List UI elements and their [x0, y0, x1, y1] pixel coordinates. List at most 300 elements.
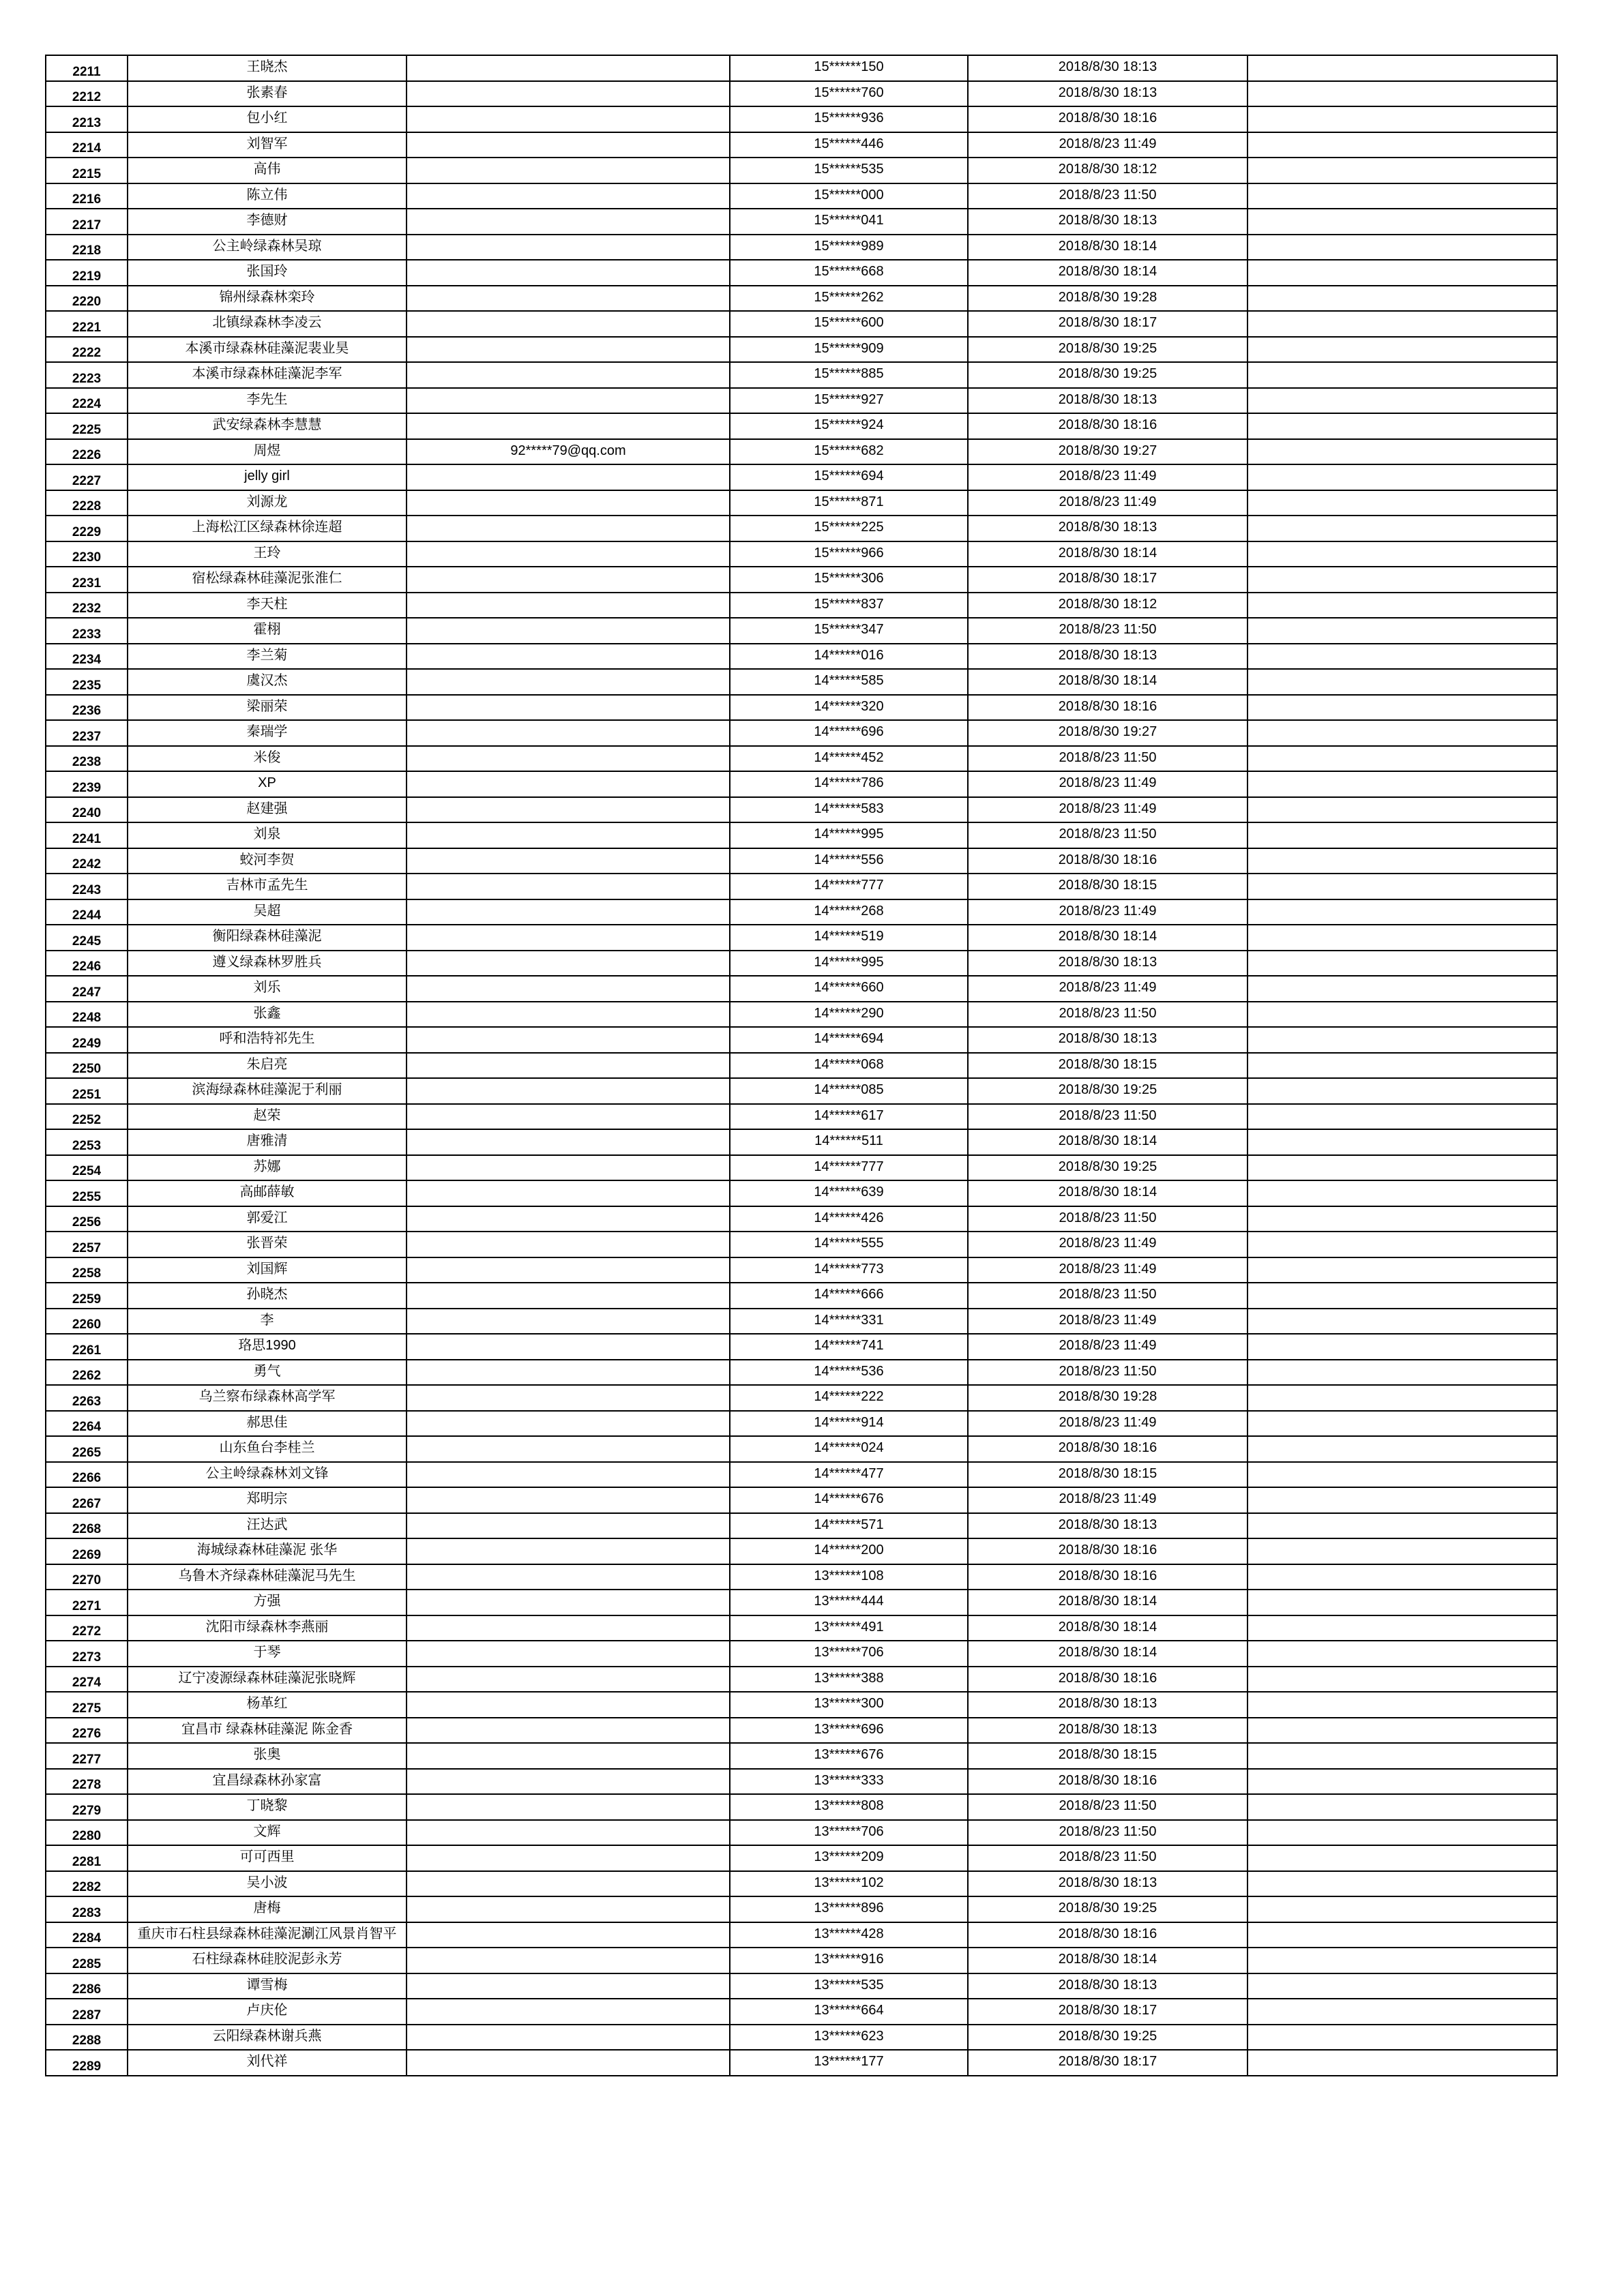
time-cell: 2018/8/23 11:50 — [968, 1794, 1247, 1820]
row-number: 2249 — [46, 1027, 128, 1053]
phone-cell: 13******388 — [730, 1667, 968, 1693]
empty-cell — [1247, 1743, 1557, 1769]
phone-cell: 14******639 — [730, 1180, 968, 1206]
table-row — [46, 951, 1557, 976]
time-cell: 2018/8/23 11:50 — [968, 822, 1247, 848]
phone-cell: 15******347 — [730, 618, 968, 644]
name-cell: 刘源龙 — [128, 490, 407, 516]
empty-cell — [1247, 490, 1557, 516]
row-number: 2265 — [46, 1436, 128, 1462]
row-number: 2215 — [46, 158, 128, 183]
table-row — [46, 464, 1557, 490]
time-cell: 2018/8/30 19:27 — [968, 720, 1247, 746]
row-number: 2275 — [46, 1692, 128, 1718]
table-row — [46, 1002, 1557, 1028]
row-number: 2264 — [46, 1411, 128, 1437]
empty-cell — [1247, 1334, 1557, 1360]
name-cell: 勇气 — [128, 1360, 407, 1386]
empty-cell — [1247, 516, 1557, 541]
empty-cell — [1247, 1002, 1557, 1028]
table-row — [46, 1513, 1557, 1539]
email-cell — [407, 1948, 730, 1973]
name-cell: 北镇绿森林李凌云 — [128, 311, 407, 337]
table-row — [46, 1794, 1557, 1820]
time-cell: 2018/8/23 11:50 — [968, 746, 1247, 772]
row-number: 2270 — [46, 1564, 128, 1590]
empty-cell — [1247, 746, 1557, 772]
phone-cell: 15******446 — [730, 132, 968, 158]
name-cell: 山东鱼台李桂兰 — [128, 1436, 407, 1462]
time-cell: 2018/8/30 18:16 — [968, 413, 1247, 439]
empty-cell — [1247, 951, 1557, 976]
time-cell: 2018/8/30 18:14 — [968, 1641, 1247, 1667]
email-cell — [407, 1692, 730, 1718]
name-cell: 杨革红 — [128, 1692, 407, 1718]
empty-cell — [1247, 1667, 1557, 1693]
table-row — [46, 260, 1557, 286]
row-number: 2284 — [46, 1922, 128, 1948]
empty-cell — [1247, 1564, 1557, 1590]
empty-cell — [1247, 874, 1557, 899]
name-cell: 吴小波 — [128, 1871, 407, 1897]
email-cell — [407, 1104, 730, 1130]
table-row — [46, 1718, 1557, 1744]
time-cell: 2018/8/30 18:15 — [968, 1462, 1247, 1488]
empty-cell — [1247, 644, 1557, 670]
empty-cell — [1247, 1845, 1557, 1871]
phone-cell: 14******519 — [730, 925, 968, 951]
table-row — [46, 593, 1557, 618]
empty-cell — [1247, 976, 1557, 1002]
table-row — [46, 848, 1557, 874]
name-cell: 吉林市孟先生 — [128, 874, 407, 899]
table-row — [46, 132, 1557, 158]
time-cell: 2018/8/30 18:13 — [968, 644, 1247, 670]
phone-cell: 14******268 — [730, 899, 968, 925]
name-cell: 可可西里 — [128, 1845, 407, 1871]
email-cell — [407, 106, 730, 132]
name-cell: 米俊 — [128, 746, 407, 772]
empty-cell — [1247, 158, 1557, 183]
phone-cell: 13******209 — [730, 1845, 968, 1871]
time-cell: 2018/8/30 18:16 — [968, 1436, 1247, 1462]
name-cell: 宿松绿森林硅藻泥张淮仁 — [128, 567, 407, 593]
phone-cell: 13******491 — [730, 1615, 968, 1641]
table-row — [46, 209, 1557, 235]
email-cell — [407, 1206, 730, 1232]
time-cell: 2018/8/30 18:13 — [968, 1513, 1247, 1539]
table-row — [46, 1385, 1557, 1411]
empty-cell — [1247, 1641, 1557, 1667]
name-cell: 呼和浩特祁先生 — [128, 1027, 407, 1053]
row-number: 2236 — [46, 695, 128, 721]
time-cell: 2018/8/30 19:25 — [968, 2025, 1247, 2051]
empty-cell — [1247, 1283, 1557, 1309]
phone-cell: 14******555 — [730, 1232, 968, 1257]
row-number: 2223 — [46, 362, 128, 388]
email-cell — [407, 1360, 730, 1386]
phone-cell: 14******320 — [730, 695, 968, 721]
phone-cell: 14******694 — [730, 1027, 968, 1053]
empty-cell — [1247, 1487, 1557, 1513]
email-cell — [407, 1615, 730, 1641]
phone-cell: 15******262 — [730, 286, 968, 312]
table-row — [46, 1973, 1557, 1999]
email-cell — [407, 848, 730, 874]
row-number: 2237 — [46, 720, 128, 746]
time-cell: 2018/8/23 11:50 — [968, 183, 1247, 209]
time-cell: 2018/8/23 11:49 — [968, 490, 1247, 516]
phone-cell: 15******668 — [730, 260, 968, 286]
time-cell: 2018/8/30 18:14 — [968, 925, 1247, 951]
row-number: 2269 — [46, 1538, 128, 1564]
time-cell: 2018/8/30 18:13 — [968, 1027, 1247, 1053]
phone-cell: 13******428 — [730, 1922, 968, 1948]
email-cell — [407, 1590, 730, 1615]
name-cell: 霍栩 — [128, 618, 407, 644]
name-cell: 本溪市绿森林硅藻泥裴业昊 — [128, 337, 407, 363]
table-row — [46, 1360, 1557, 1386]
name-cell: 本溪市绿森林硅藻泥李军 — [128, 362, 407, 388]
name-cell: 公主岭绿森林刘文锋 — [128, 1462, 407, 1488]
phone-cell: 14******741 — [730, 1334, 968, 1360]
phone-cell: 15******909 — [730, 337, 968, 363]
phone-cell: 15******000 — [730, 183, 968, 209]
row-number: 2281 — [46, 1845, 128, 1871]
email-cell — [407, 644, 730, 670]
row-number: 2277 — [46, 1743, 128, 1769]
row-number: 2244 — [46, 899, 128, 925]
name-cell: 唐梅 — [128, 1896, 407, 1922]
email-cell — [407, 1309, 730, 1335]
time-cell: 2018/8/30 18:13 — [968, 1973, 1247, 1999]
row-number: 2251 — [46, 1078, 128, 1104]
row-number: 2279 — [46, 1794, 128, 1820]
name-cell: 刘智军 — [128, 132, 407, 158]
row-number: 2255 — [46, 1180, 128, 1206]
phone-cell: 13******444 — [730, 1590, 968, 1615]
email-cell — [407, 720, 730, 746]
row-number: 2216 — [46, 183, 128, 209]
email-cell — [407, 899, 730, 925]
time-cell: 2018/8/30 18:16 — [968, 1538, 1247, 1564]
empty-cell — [1247, 1180, 1557, 1206]
phone-cell: 13******177 — [730, 2050, 968, 2076]
email-cell — [407, 618, 730, 644]
email-cell — [407, 1385, 730, 1411]
phone-cell: 14******085 — [730, 1078, 968, 1104]
empty-cell — [1247, 1309, 1557, 1335]
empty-cell — [1247, 541, 1557, 567]
email-cell — [407, 2050, 730, 2076]
email-cell — [407, 567, 730, 593]
time-cell: 2018/8/30 18:16 — [968, 695, 1247, 721]
table-row — [46, 874, 1557, 899]
name-cell: 云阳绿森林谢兵燕 — [128, 2025, 407, 2051]
time-cell: 2018/8/30 18:13 — [968, 388, 1247, 414]
phone-cell: 14******773 — [730, 1257, 968, 1283]
time-cell: 2018/8/30 18:14 — [968, 260, 1247, 286]
time-cell: 2018/8/23 11:50 — [968, 618, 1247, 644]
time-cell: 2018/8/30 18:14 — [968, 1180, 1247, 1206]
time-cell: 2018/8/30 18:14 — [968, 541, 1247, 567]
phone-cell: 13******808 — [730, 1794, 968, 1820]
table-row — [46, 158, 1557, 183]
table-row — [46, 106, 1557, 132]
email-cell — [407, 1896, 730, 1922]
email-cell — [407, 951, 730, 976]
email-cell — [407, 976, 730, 1002]
phone-cell: 13******696 — [730, 1718, 968, 1744]
email-cell — [407, 1973, 730, 1999]
email-cell — [407, 669, 730, 695]
row-number: 2232 — [46, 593, 128, 618]
time-cell: 2018/8/30 18:16 — [968, 1564, 1247, 1590]
phone-cell: 15******682 — [730, 439, 968, 465]
time-cell: 2018/8/30 18:17 — [968, 311, 1247, 337]
table-row — [46, 1436, 1557, 1462]
table-row — [46, 720, 1557, 746]
table-row — [46, 2050, 1557, 2076]
time-cell: 2018/8/30 18:15 — [968, 1743, 1247, 1769]
row-number: 2266 — [46, 1462, 128, 1488]
table-row — [46, 567, 1557, 593]
email-cell — [407, 81, 730, 107]
email-cell — [407, 1794, 730, 1820]
row-number: 2248 — [46, 1002, 128, 1028]
time-cell: 2018/8/30 19:25 — [968, 337, 1247, 363]
email-cell — [407, 1411, 730, 1437]
email-cell — [407, 1538, 730, 1564]
time-cell: 2018/8/30 18:13 — [968, 951, 1247, 976]
name-cell: 王玲 — [128, 541, 407, 567]
time-cell: 2018/8/30 18:13 — [968, 209, 1247, 235]
table-row — [46, 1692, 1557, 1718]
email-cell — [407, 337, 730, 363]
email-cell — [407, 362, 730, 388]
email-cell — [407, 746, 730, 772]
empty-cell — [1247, 1462, 1557, 1488]
time-cell: 2018/8/23 11:49 — [968, 464, 1247, 490]
empty-cell — [1247, 695, 1557, 721]
time-cell: 2018/8/30 18:13 — [968, 1692, 1247, 1718]
time-cell: 2018/8/30 18:15 — [968, 1053, 1247, 1079]
empty-cell — [1247, 1769, 1557, 1795]
phone-cell: 13******535 — [730, 1973, 968, 1999]
phone-cell: 15******600 — [730, 311, 968, 337]
empty-cell — [1247, 1206, 1557, 1232]
row-number: 2235 — [46, 669, 128, 695]
email-cell — [407, 311, 730, 337]
table-row — [46, 1615, 1557, 1641]
time-cell: 2018/8/30 18:13 — [968, 55, 1247, 81]
email-cell — [407, 1334, 730, 1360]
email-cell — [407, 183, 730, 209]
table-row — [46, 362, 1557, 388]
empty-cell — [1247, 1615, 1557, 1641]
row-number: 2272 — [46, 1615, 128, 1641]
empty-cell — [1247, 848, 1557, 874]
empty-cell — [1247, 720, 1557, 746]
empty-cell — [1247, 1027, 1557, 1053]
email-cell — [407, 158, 730, 183]
name-cell: jelly girl — [128, 464, 407, 490]
name-cell: 珞思1990 — [128, 1334, 407, 1360]
time-cell: 2018/8/30 18:14 — [968, 1948, 1247, 1973]
row-number: 2260 — [46, 1309, 128, 1335]
table-row — [46, 1206, 1557, 1232]
email-cell — [407, 413, 730, 439]
email-cell — [407, 874, 730, 899]
phone-cell: 15******885 — [730, 362, 968, 388]
email-cell — [407, 593, 730, 618]
table-row — [46, 1309, 1557, 1335]
row-number: 2262 — [46, 1360, 128, 1386]
empty-cell — [1247, 1411, 1557, 1437]
row-number: 2288 — [46, 2025, 128, 2051]
name-cell: 于琴 — [128, 1641, 407, 1667]
table-row — [46, 1155, 1557, 1181]
name-cell: 张鑫 — [128, 1002, 407, 1028]
name-cell: 谭雪梅 — [128, 1973, 407, 1999]
row-number: 2258 — [46, 1257, 128, 1283]
empty-cell — [1247, 1692, 1557, 1718]
row-number: 2268 — [46, 1513, 128, 1539]
table-row — [46, 388, 1557, 414]
time-cell: 2018/8/30 18:17 — [968, 2050, 1247, 2076]
email-cell — [407, 1922, 730, 1948]
empty-cell — [1247, 106, 1557, 132]
name-cell: 苏娜 — [128, 1155, 407, 1181]
empty-cell — [1247, 1896, 1557, 1922]
time-cell: 2018/8/23 11:50 — [968, 1845, 1247, 1871]
phone-cell: 14******511 — [730, 1129, 968, 1155]
empty-cell — [1247, 1360, 1557, 1386]
time-cell: 2018/8/23 11:50 — [968, 1283, 1247, 1309]
time-cell: 2018/8/30 18:12 — [968, 158, 1247, 183]
row-number: 2218 — [46, 235, 128, 260]
name-cell: 秦瑞学 — [128, 720, 407, 746]
name-cell: 宜昌市 绿森林硅藻泥 陈金香 — [128, 1718, 407, 1744]
phone-cell: 14******995 — [730, 822, 968, 848]
table-row — [46, 1027, 1557, 1053]
table-row — [46, 1257, 1557, 1283]
phone-cell: 14******583 — [730, 797, 968, 823]
empty-cell — [1247, 1385, 1557, 1411]
phone-cell: 13******916 — [730, 1948, 968, 1973]
phone-cell: 14******786 — [730, 771, 968, 797]
name-cell: 郑明宗 — [128, 1487, 407, 1513]
empty-cell — [1247, 286, 1557, 312]
time-cell: 2018/8/23 11:50 — [968, 1002, 1247, 1028]
row-number: 2283 — [46, 1896, 128, 1922]
row-number: 2280 — [46, 1820, 128, 1846]
name-cell: 乌鲁木齐绿森林硅藻泥马先生 — [128, 1564, 407, 1590]
empty-cell — [1247, 822, 1557, 848]
email-cell — [407, 1027, 730, 1053]
table-row — [46, 797, 1557, 823]
time-cell: 2018/8/30 18:13 — [968, 1871, 1247, 1897]
row-number: 2250 — [46, 1053, 128, 1079]
phone-cell: 15******041 — [730, 209, 968, 235]
name-cell: 王晓杰 — [128, 55, 407, 81]
phone-cell: 14******200 — [730, 1538, 968, 1564]
table-row — [46, 516, 1557, 541]
phone-cell: 15******927 — [730, 388, 968, 414]
empty-cell — [1247, 209, 1557, 235]
name-cell: 虞汉杰 — [128, 669, 407, 695]
table-row — [46, 1283, 1557, 1309]
empty-cell — [1247, 55, 1557, 81]
email-cell — [407, 1180, 730, 1206]
time-cell: 2018/8/23 11:49 — [968, 1257, 1247, 1283]
empty-cell — [1247, 771, 1557, 797]
name-cell: 锦州绿森林栾玲 — [128, 286, 407, 312]
name-cell: 上海松江区绿森林徐连超 — [128, 516, 407, 541]
time-cell: 2018/8/23 11:50 — [968, 1104, 1247, 1130]
time-cell: 2018/8/30 18:13 — [968, 81, 1247, 107]
phone-cell: 15******837 — [730, 593, 968, 618]
name-cell: 郭爱江 — [128, 1206, 407, 1232]
table-row — [46, 1922, 1557, 1948]
empty-cell — [1247, 1871, 1557, 1897]
row-number: 2242 — [46, 848, 128, 874]
empty-cell — [1247, 183, 1557, 209]
name-cell: 衡阳绿森林硅藻泥 — [128, 925, 407, 951]
table-row — [46, 286, 1557, 312]
phone-cell: 14******024 — [730, 1436, 968, 1462]
table-row — [46, 1590, 1557, 1615]
empty-cell — [1247, 132, 1557, 158]
phone-cell: 13******623 — [730, 2025, 968, 2051]
time-cell: 2018/8/30 19:25 — [968, 1896, 1247, 1922]
empty-cell — [1247, 2025, 1557, 2051]
data-table — [45, 55, 1558, 2076]
phone-cell: 15******871 — [730, 490, 968, 516]
email-cell — [407, 1845, 730, 1871]
table-row — [46, 1487, 1557, 1513]
phone-cell: 15******966 — [730, 541, 968, 567]
name-cell: 吴超 — [128, 899, 407, 925]
table-row — [46, 1948, 1557, 1973]
row-number: 2261 — [46, 1334, 128, 1360]
time-cell: 2018/8/30 18:14 — [968, 669, 1247, 695]
table-row — [46, 1641, 1557, 1667]
email-cell — [407, 771, 730, 797]
phone-cell: 15******306 — [730, 567, 968, 593]
time-cell: 2018/8/30 19:25 — [968, 1155, 1247, 1181]
name-cell: 赵建强 — [128, 797, 407, 823]
name-cell: 赵荣 — [128, 1104, 407, 1130]
empty-cell — [1247, 797, 1557, 823]
email-cell — [407, 1487, 730, 1513]
table-row — [46, 695, 1557, 721]
time-cell: 2018/8/30 18:16 — [968, 848, 1247, 874]
time-cell: 2018/8/30 18:13 — [968, 1718, 1247, 1744]
row-number: 2243 — [46, 874, 128, 899]
table-row — [46, 1334, 1557, 1360]
email-cell — [407, 209, 730, 235]
empty-cell — [1247, 899, 1557, 925]
email-cell — [407, 1999, 730, 2025]
empty-cell — [1247, 235, 1557, 260]
empty-cell — [1247, 388, 1557, 414]
table-row — [46, 337, 1557, 363]
name-cell: 沈阳市绿森林李燕丽 — [128, 1615, 407, 1641]
time-cell: 2018/8/30 19:28 — [968, 286, 1247, 312]
name-cell: 乌兰察布绿森林高学军 — [128, 1385, 407, 1411]
row-number: 2212 — [46, 81, 128, 107]
